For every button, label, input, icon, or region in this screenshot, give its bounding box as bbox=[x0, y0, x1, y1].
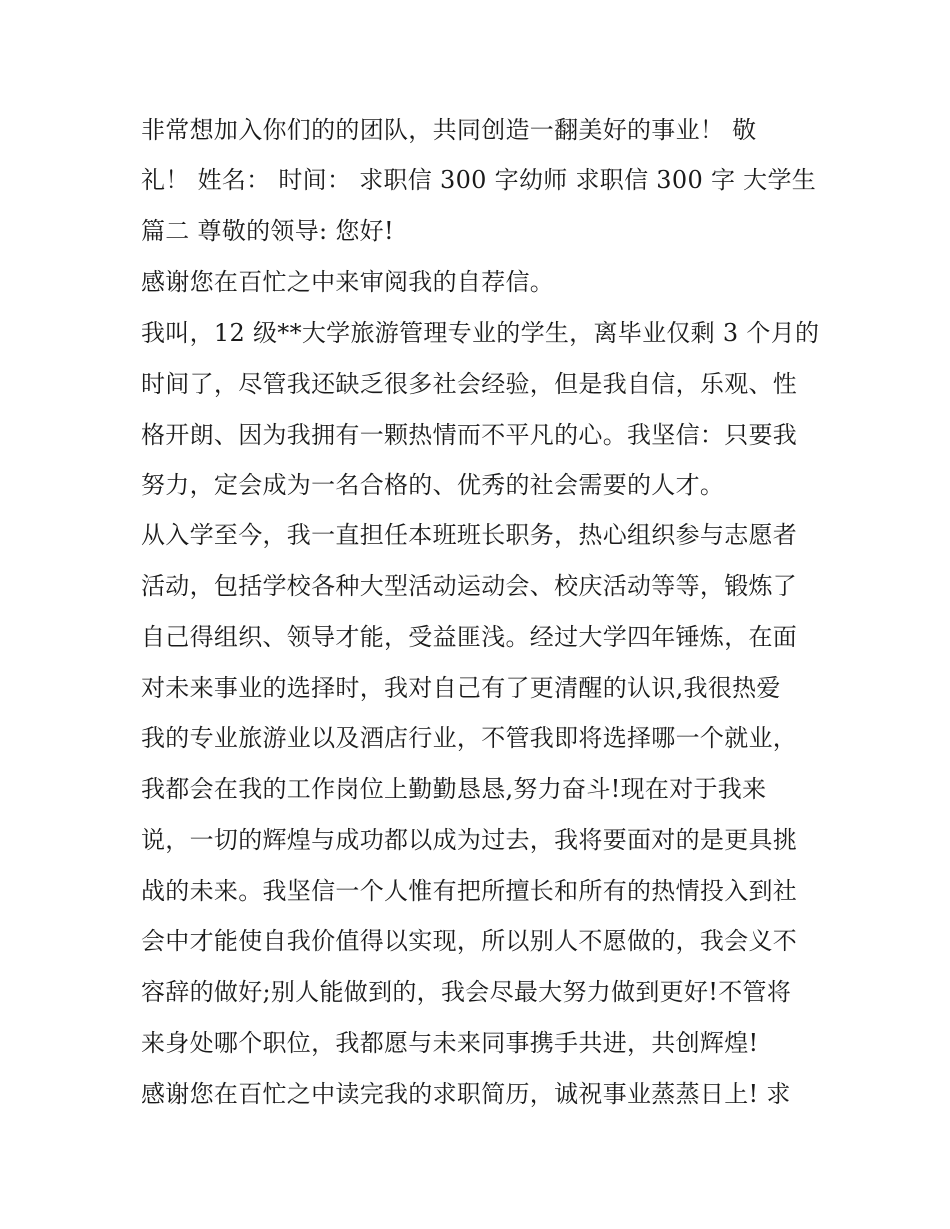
text-line: 活动，包括学校各种大型活动运动会、校庆活动等等，锻炼了 bbox=[141, 572, 798, 600]
text-line: 格开朗、因为我拥有一颗热情而不平凡的心。我坚信：只要我 bbox=[141, 421, 798, 449]
text-line: 容辞的做好;别人能做到的，我会尽最大努力做到更好!不管将 bbox=[141, 978, 792, 1006]
text-line: 自己得组织、领导才能，受益匪浅。经过大学四年锤炼，在面 bbox=[141, 623, 798, 651]
text-line: 努力，定会成为一名合格的、优秀的社会需要的人才。 bbox=[141, 471, 725, 499]
text-line: 战的未来。我坚信一个人惟有把所擅长和所有的热情投入到社 bbox=[141, 877, 798, 905]
text-line: 说，一切的辉煌与成功都以成为过去，我将要面对的是更具挑 bbox=[141, 826, 798, 854]
text-line: 感谢您在百忙之中来审阅我的自荐信。 bbox=[141, 268, 555, 296]
text-line: 非常想加入你们的的团队，共同创造一翻美好的事业！ 敬 bbox=[141, 116, 757, 144]
text-line: 从入学至今，我一直担任本班班长职务，热心组织参与志愿者 bbox=[141, 521, 798, 549]
text-line: 对未来事业的选择时，我对自己有了更清醒的认识,我很热爱 bbox=[141, 674, 781, 702]
text-line: 我的专业旅游业以及酒店行业，不管我即将选择哪一个就业， bbox=[141, 724, 798, 752]
text-line: 篇二 尊敬的领导: 您好! bbox=[141, 217, 394, 245]
text-line: 我都会在我的工作岗位上勤勤恳恳,努力奋斗!现在对于我来 bbox=[141, 775, 767, 803]
text-line: 时间了，尽管我还缺乏很多社会经验，但是我自信，乐观、性 bbox=[141, 370, 798, 398]
text-line: 我叫，12 级**大学旅游管理专业的学生，离毕业仅剩 3 个月的 bbox=[141, 319, 820, 347]
text-line: 礼！ 姓名： 时间： 求职信 300 字幼师 求职信 300 字 大学生 bbox=[141, 166, 817, 194]
text-line: 感谢您在百忙之中读完我的求职简历，诚祝事业蒸蒸日上! 求 bbox=[141, 1080, 791, 1108]
text-line: 会中才能使自我价值得以实现，所以别人不愿做的，我会义不 bbox=[141, 927, 798, 955]
text-line: 来身处哪个职位，我都愿与未来同事携手共进，共创辉煌! bbox=[141, 1029, 759, 1057]
